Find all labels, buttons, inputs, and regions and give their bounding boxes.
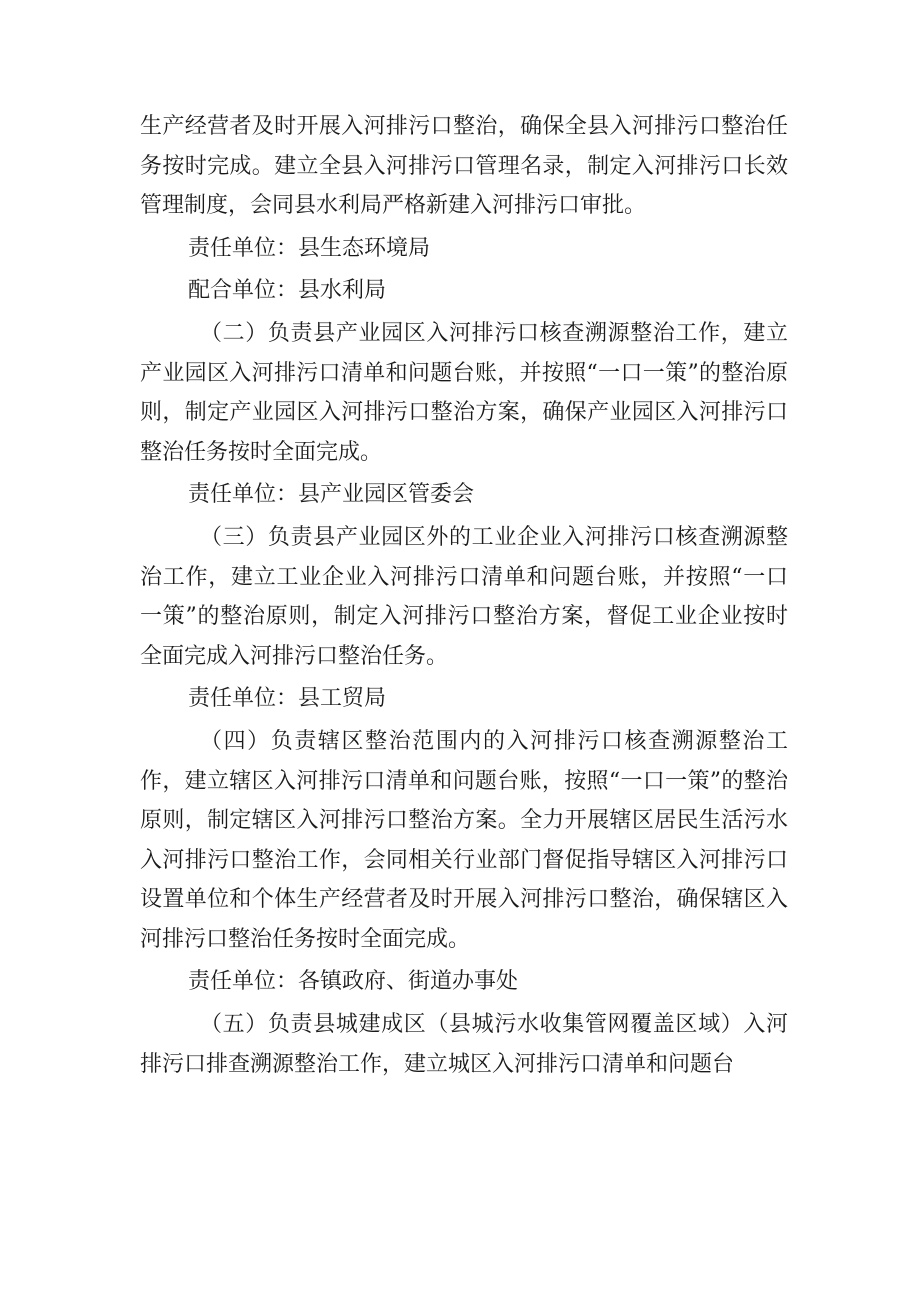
cooperating-unit-1: 配合单位：县水利局 bbox=[188, 278, 387, 304]
responsible-unit-3: 责任单位：县工贸局 bbox=[188, 686, 387, 712]
responsible-unit-4: 责任单位：各镇政府、街道办事处 bbox=[188, 969, 519, 995]
paragraph-item-4: （四）负责辖区整治范围内的入河排污口核查溯源整治工作，建立辖区入河排污口清单和问题台账，按照“一口一策”的整治原则，制定辖区入河排污口整治方案。全力开展辖区居民生活污水入河排污口整治工作，会同相关行业部门督促指导辖区入河排污口设置单位和个体生产经营者及时开展入河排污口整治，确保辖区入河排污口整治任务按时全面完成。 bbox=[140, 728, 788, 952]
responsible-unit-1: 责任单位：县生态环境局 bbox=[188, 235, 431, 261]
paragraph-item-2: （二）负责县产业园区入河排污口核查溯源整治工作，建立产业园区入河排污口清单和问题台账，并按照“一口一策”的整治原则，制定产业园区入河排污口整治方案，确保产业园区入河排污口整治任务按时全面完成。 bbox=[140, 320, 788, 465]
paragraph-continuation: 生产经营者及时开展入河排污口整治，确保全县入河排污口整治任务按时完成。建立全县入河排污口管理名录，制定入河排污口长效管理制度，会同县水利局严格新建入河排污口审批。 bbox=[140, 114, 788, 219]
document-page bbox=[140, 107, 788, 1084]
responsible-unit-2: 责任单位：县产业园区管委会 bbox=[188, 482, 475, 508]
paragraph-item-5: （五）负责县城建成区（县城污水收集管网覆盖区域）入河排污口排查溯源整治工作，建立城区入河排污口清单和问题台 bbox=[140, 1012, 788, 1077]
paragraph-item-3: （三）负责县产业园区外的工业企业入河排污口核查溯源整治工作，建立工业企业入河排污口清单和问题台账，并按照“一口一策”的整治原则，制定入河排污口整治方案，督促工业企业按时全面完成入河排污口整治任务。 bbox=[140, 524, 788, 669]
